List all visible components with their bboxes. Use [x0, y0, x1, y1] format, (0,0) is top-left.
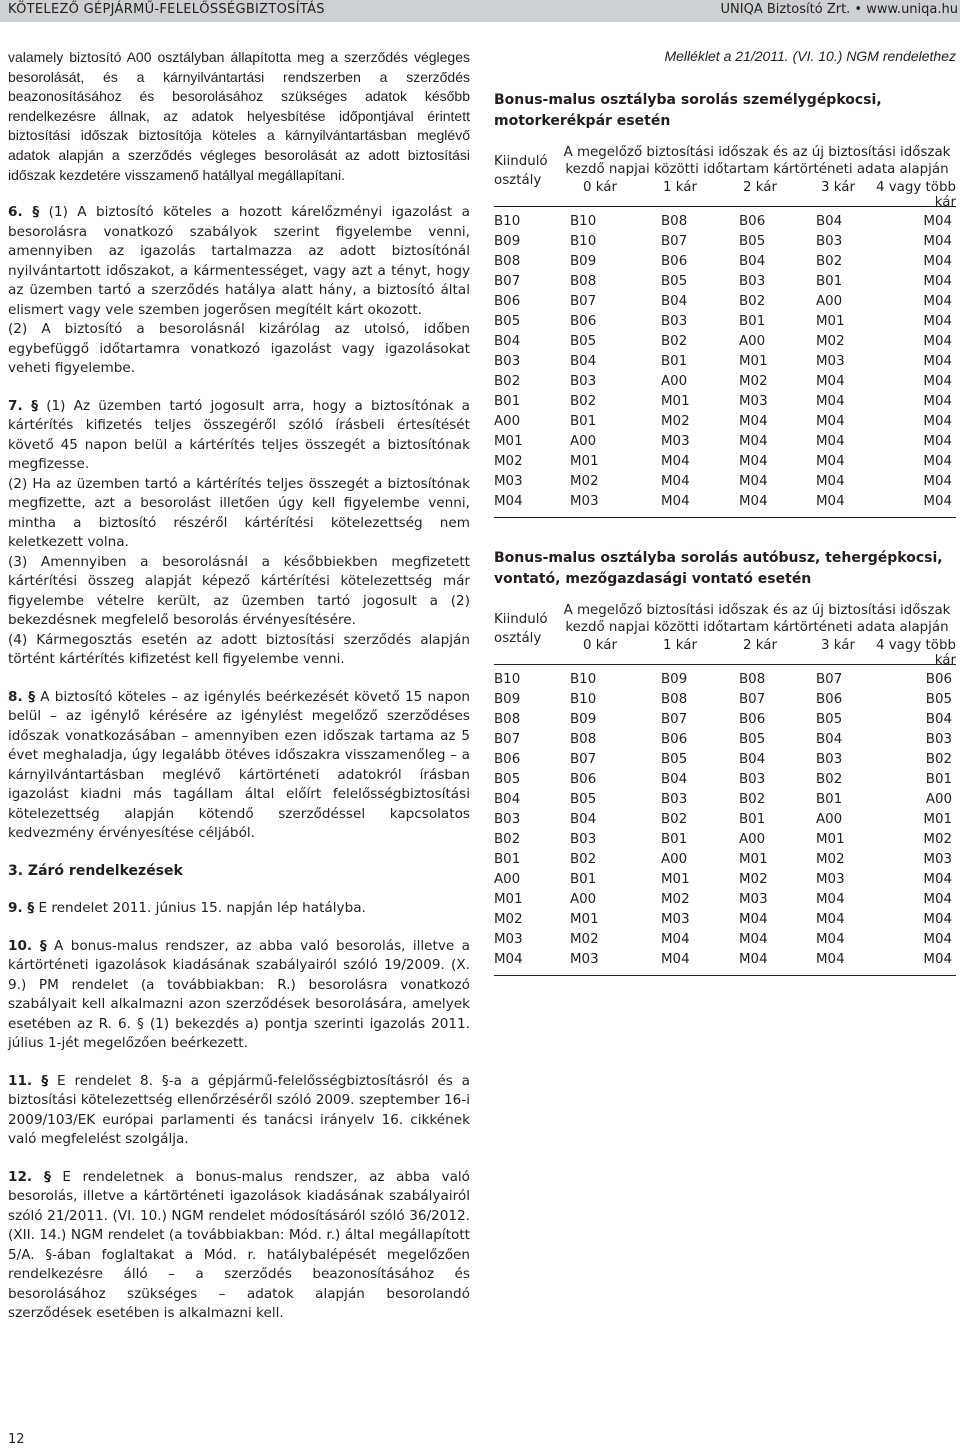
- table-1-subheader: 0 kár: [582, 180, 617, 195]
- result-class-cell: M04: [816, 951, 845, 967]
- result-class-cell: A00: [570, 433, 597, 449]
- section-7-p3: (3) Amennyiben a besorolásnál a későbbiekben megfizetett kártérítési összeg alapját képező kártérítési kötelezettség már figyelembe vételre került, az üzemben tartó jogosult a (2) bekezdésnek megfelelő besorolás érvényesítésére.: [8, 553, 470, 629]
- start-class-cell: B08: [494, 711, 521, 727]
- result-class-cell: M04: [816, 413, 845, 429]
- table-row: [494, 869, 956, 889]
- result-class-cell: B06: [661, 253, 688, 269]
- result-class-cell: B10: [570, 233, 597, 249]
- table-2-first-col-header: [494, 610, 548, 648]
- section-7-p1-text: (1) Az üzemben tartó jogosult arra, hogy a biztosítónak a kártérítés kifizetés teljes összegéről szóló írásbeli értesítését követő 45 napon belül a kártérítés teljes összegét a biztosítónak megfizesse.: [8, 397, 471, 473]
- table-row: [494, 709, 956, 729]
- table-2-caption-line2: kezdő napjai közötti időtartam kártörténeti adata alapján: [565, 620, 949, 635]
- result-class-cell: B06: [661, 731, 688, 747]
- table-1-first-col-line1: Kiinduló: [494, 154, 548, 169]
- result-class-cell: B05: [570, 333, 597, 349]
- result-class-cell: M03: [739, 891, 768, 907]
- result-class-cell: M04: [923, 213, 952, 229]
- table-2-subheader: 1 kár: [662, 638, 697, 653]
- result-class-cell: B06: [570, 313, 597, 329]
- result-class-cell: B04: [816, 731, 843, 747]
- result-class-cell: B05: [925, 691, 952, 707]
- result-class-cell: M04: [739, 911, 768, 927]
- table-row: [494, 391, 956, 411]
- result-class-cell: B08: [739, 671, 766, 687]
- table-row: [494, 889, 956, 909]
- result-class-cell: M01: [739, 353, 768, 369]
- table-1-caption: [558, 144, 956, 178]
- result-class-cell: M03: [923, 851, 952, 867]
- result-class-cell: M04: [923, 433, 952, 449]
- result-class-cell: B02: [816, 253, 843, 269]
- table-1-subheader: 3 kár: [820, 180, 855, 195]
- result-class-cell: M02: [661, 891, 690, 907]
- page-header: [0, 0, 960, 22]
- section-10: [8, 937, 470, 1054]
- result-class-cell: M04: [923, 393, 952, 409]
- table-2-subheader: 0 kár: [582, 638, 617, 653]
- table-row: [494, 729, 956, 749]
- table-row: [494, 749, 956, 769]
- result-class-cell: A00: [661, 851, 688, 867]
- table-row: [494, 351, 956, 371]
- result-class-cell: B03: [570, 831, 597, 847]
- result-class-cell: B04: [925, 711, 952, 727]
- table-2-subheader: 2 kár: [742, 638, 777, 653]
- result-class-cell: B04: [816, 213, 843, 229]
- table-2-title-line1: Bonus-malus osztályba sorolás autóbusz, tehergépkocsi,: [494, 550, 943, 566]
- start-class-cell: B06: [494, 751, 521, 767]
- start-class-cell: B05: [494, 771, 521, 787]
- table-2-header: [494, 602, 956, 668]
- table-2-caption-line1: A megelőző biztosítási időszak és az új biztosítási időszak: [563, 603, 951, 618]
- start-class-cell: B07: [494, 273, 521, 289]
- result-class-cell: M04: [661, 931, 690, 947]
- result-class-cell: M02: [816, 851, 845, 867]
- section-6-p1-text: (1) A biztosító köteles a hozott kárelőzményi igazolást a besorolásra vonatkozó szabályok szerint figyelembe venni, amennyiben az igazolás tartalmazza az adott biztosítónál nyilvántartott időszakot, a kármentességet, vagy azt a tényt, hogy az üzemben tartó a szerződés hatálya alatt hány, a biztosító által elismert vagy vele szemben jogerősen megítélt kárt okozott.: [8, 204, 470, 318]
- result-class-cell: B05: [661, 751, 688, 767]
- result-class-cell: M04: [739, 951, 768, 967]
- result-class-cell: M04: [661, 493, 690, 509]
- annex-title: Melléklet a 21/2011. (VI. 10.) NGM rendelethez: [664, 48, 956, 64]
- table-2-first-col-line1: Kiinduló: [494, 612, 548, 627]
- result-class-cell: M04: [923, 293, 952, 309]
- result-class-cell: B10: [570, 691, 597, 707]
- result-class-cell: B01: [661, 353, 688, 369]
- result-class-cell: M04: [923, 453, 952, 469]
- start-class-cell: M03: [494, 931, 523, 947]
- result-class-cell: B02: [739, 791, 766, 807]
- start-class-cell: M04: [494, 493, 523, 509]
- table-2-subheader: 4 vagy több kár: [875, 638, 956, 668]
- result-class-cell: M04: [739, 473, 768, 489]
- result-class-cell: M03: [816, 353, 845, 369]
- table-row: [494, 471, 956, 491]
- result-class-cell: A00: [816, 293, 843, 309]
- section-8-text: A biztosító köteles – az igénylés beérkezését követő 15 napon belül – az igénylő kérésére az igénylést megelőző szerződéses időszak vonatkozásában – amennyiben ezen időszak tartama az 5 évet meghaladja, úgy legalább ötéves időszakra visszamenőleg – a kárnyilvántartásban meglévő kártörténeti adatokról írásban igazolást kiadni más tagállam által előírt felelősségbiztosítási kötelezettség alapján kötendő szerződéssel kapcsolatos kedvezmény érvényesítése céljából.: [8, 688, 471, 842]
- section-6-number: 6. §: [8, 204, 40, 221]
- start-class-cell: M01: [494, 891, 523, 907]
- start-class-cell: B10: [494, 671, 521, 687]
- result-class-cell: B08: [661, 213, 688, 229]
- result-class-cell: B10: [570, 213, 597, 229]
- header-title: KÖTELEZŐ GÉPJÁRMŰ-FELELŐSSÉGBIZTOSÍTÁS: [8, 2, 325, 17]
- section-11: [8, 1072, 470, 1150]
- intro-paragraph: valamely biztosító A00 osztályban állapította meg a szerződés végleges besorolását, és a kárnyilvántartási rendszerben a szerződés beazonosításához és besorolásához szükséges adatok később rendelkezésre állnak, az adatok helyesbítése időpontjával érintett biztosítási időszak biztosítója köteles a kárnyilvántartásban meglévő adatok alapján a szerződés végleges besorolását az adott biztosítási időszak kezdetére visszamenő hatállyal megállapítani.: [8, 49, 470, 183]
- result-class-cell: B05: [816, 711, 843, 727]
- result-class-cell: M04: [816, 433, 845, 449]
- table-1-title-line2: motorkerékpár esetén: [494, 113, 671, 129]
- result-class-cell: B03: [661, 313, 688, 329]
- result-class-cell: B01: [816, 791, 843, 807]
- table-row: [494, 251, 956, 271]
- result-class-cell: B07: [570, 751, 597, 767]
- start-class-cell: B09: [494, 691, 521, 707]
- result-class-cell: B06: [925, 671, 952, 687]
- result-class-cell: M04: [739, 931, 768, 947]
- result-class-cell: A00: [570, 891, 597, 907]
- right-column: [494, 48, 956, 976]
- table-1-caption-line1: A megelőző biztosítási időszak és az új biztosítási időszak: [563, 145, 951, 160]
- result-class-cell: M02: [570, 473, 599, 489]
- result-class-cell: M01: [923, 811, 952, 827]
- result-class-cell: B05: [570, 791, 597, 807]
- section-11-text: E rendelet 8. §-a a gépjármű-felelősségbiztosításról és a biztosítási kötelezettség ellenőrzéséről szóló 2009. szeptember 16-i 2009/103/EK európai parlamenti és tanácsi irányelv 16. cikkének való megfelelést szolgálja.: [8, 1072, 470, 1148]
- result-class-cell: M01: [661, 393, 690, 409]
- result-class-cell: B02: [570, 851, 597, 867]
- table-row: [494, 929, 956, 949]
- table-1-first-col-header: [494, 152, 548, 190]
- section-8-number: 8. §: [8, 688, 36, 705]
- result-class-cell: B03: [661, 791, 688, 807]
- result-class-cell: A00: [739, 333, 766, 349]
- result-class-cell: M01: [570, 911, 599, 927]
- result-class-cell: B01: [739, 313, 766, 329]
- result-class-cell: M04: [816, 911, 845, 927]
- result-class-cell: B10: [570, 671, 597, 687]
- result-class-cell: B07: [661, 711, 688, 727]
- result-class-cell: M04: [923, 911, 952, 927]
- section-6-p1: [8, 203, 470, 320]
- result-class-cell: B09: [570, 711, 597, 727]
- result-class-cell: M02: [816, 333, 845, 349]
- table-row: [494, 809, 956, 829]
- result-class-cell: M02: [570, 931, 599, 947]
- table-row: [494, 849, 956, 869]
- table-2-subheader: 3 kár: [820, 638, 855, 653]
- result-class-cell: B08: [661, 691, 688, 707]
- result-class-cell: B04: [570, 353, 597, 369]
- result-class-cell: M04: [816, 891, 845, 907]
- result-class-cell: B07: [739, 691, 766, 707]
- result-class-cell: M04: [816, 473, 845, 489]
- result-class-cell: B06: [739, 213, 766, 229]
- result-class-cell: M04: [661, 453, 690, 469]
- start-class-cell: B01: [494, 393, 521, 409]
- result-class-cell: M04: [923, 373, 952, 389]
- result-class-cell: M04: [739, 433, 768, 449]
- page-number: 12: [8, 1432, 25, 1447]
- result-class-cell: M04: [739, 493, 768, 509]
- result-class-cell: B04: [661, 293, 688, 309]
- result-class-cell: B01: [570, 871, 597, 887]
- result-class-cell: B04: [570, 811, 597, 827]
- result-class-cell: B03: [816, 751, 843, 767]
- result-class-cell: A00: [816, 811, 843, 827]
- result-class-cell: B07: [816, 671, 843, 687]
- result-class-cell: B05: [739, 233, 766, 249]
- result-class-cell: M04: [816, 493, 845, 509]
- result-class-cell: B08: [570, 273, 597, 289]
- start-class-cell: M02: [494, 911, 523, 927]
- start-class-cell: B07: [494, 731, 521, 747]
- table-1-title-line1: Bonus-malus osztályba sorolás személygépkocsi,: [494, 92, 882, 108]
- section-7-p1: [8, 397, 470, 475]
- header-publisher: UNIQA Biztosító Zrt. • www.uniqa.hu: [720, 2, 958, 17]
- start-class-cell: B05: [494, 313, 521, 329]
- result-class-cell: M04: [923, 353, 952, 369]
- result-class-cell: M04: [923, 253, 952, 269]
- result-class-cell: B04: [661, 771, 688, 787]
- result-class-cell: M02: [661, 413, 690, 429]
- result-class-cell: M03: [739, 393, 768, 409]
- start-class-cell: A00: [494, 871, 521, 887]
- result-class-cell: M04: [816, 931, 845, 947]
- result-class-cell: B06: [816, 691, 843, 707]
- result-class-cell: M04: [923, 931, 952, 947]
- result-class-cell: M04: [661, 951, 690, 967]
- result-class-cell: M01: [570, 453, 599, 469]
- closing-provisions-heading: 3. Záró rendelkezések: [8, 862, 183, 879]
- result-class-cell: M04: [923, 273, 952, 289]
- start-class-cell: B08: [494, 253, 521, 269]
- section-8: [8, 688, 470, 844]
- start-class-cell: B02: [494, 831, 521, 847]
- result-class-cell: B02: [661, 811, 688, 827]
- result-class-cell: M04: [816, 453, 845, 469]
- table-row: [494, 909, 956, 929]
- result-class-cell: B09: [661, 671, 688, 687]
- result-class-cell: M03: [661, 433, 690, 449]
- table-1-body: [494, 211, 956, 511]
- section-7-number: 7. §: [8, 397, 39, 414]
- result-class-cell: B03: [570, 373, 597, 389]
- start-class-cell: B06: [494, 293, 521, 309]
- result-class-cell: B06: [570, 771, 597, 787]
- table-row: [494, 311, 956, 331]
- result-class-cell: M01: [661, 871, 690, 887]
- table-row: [494, 231, 956, 251]
- section-9-number: 9. §: [8, 900, 35, 917]
- result-class-cell: M03: [570, 951, 599, 967]
- result-class-cell: M04: [923, 871, 952, 887]
- start-class-cell: A00: [494, 413, 521, 429]
- start-class-cell: B01: [494, 851, 521, 867]
- result-class-cell: B02: [570, 393, 597, 409]
- result-class-cell: M03: [816, 871, 845, 887]
- table-1-caption-line2: kezdő napjai közötti időtartam kártörténeti adata alapján: [565, 162, 949, 177]
- result-class-cell: B01: [925, 771, 952, 787]
- result-class-cell: M04: [923, 413, 952, 429]
- start-class-cell: M02: [494, 453, 523, 469]
- result-class-cell: M01: [739, 851, 768, 867]
- result-class-cell: B07: [661, 233, 688, 249]
- result-class-cell: M04: [739, 413, 768, 429]
- result-class-cell: M04: [739, 453, 768, 469]
- table-row: [494, 271, 956, 291]
- table-row: [494, 331, 956, 351]
- table-1-header: [494, 144, 956, 210]
- result-class-cell: M04: [923, 473, 952, 489]
- table-row: [494, 689, 956, 709]
- table-row: [494, 829, 956, 849]
- result-class-cell: B03: [816, 233, 843, 249]
- result-class-cell: M03: [661, 911, 690, 927]
- result-class-cell: M02: [739, 871, 768, 887]
- result-class-cell: M04: [923, 333, 952, 349]
- table-1: [494, 211, 956, 511]
- result-class-cell: A00: [739, 831, 766, 847]
- result-class-cell: B02: [739, 293, 766, 309]
- start-class-cell: B09: [494, 233, 521, 249]
- result-class-cell: B03: [739, 771, 766, 787]
- start-class-cell: B04: [494, 791, 521, 807]
- result-class-cell: M04: [923, 233, 952, 249]
- table-row: [494, 371, 956, 391]
- table-2-caption: [558, 602, 956, 636]
- table-1-subheader: 2 kár: [742, 180, 777, 195]
- table-row: [494, 291, 956, 311]
- result-class-cell: B05: [739, 731, 766, 747]
- result-class-cell: B06: [739, 711, 766, 727]
- table-1-subheader: 4 vagy több kár: [875, 180, 956, 210]
- table-1-first-col-line2: osztály: [494, 173, 542, 188]
- table-1-bottom-rule: [494, 517, 956, 518]
- result-class-cell: M04: [923, 951, 952, 967]
- table-1-title: [494, 90, 956, 132]
- result-class-cell: B04: [739, 751, 766, 767]
- result-class-cell: B03: [739, 273, 766, 289]
- result-class-cell: M04: [816, 393, 845, 409]
- section-9: [8, 899, 470, 919]
- table-1-subheader: 1 kár: [662, 180, 697, 195]
- start-class-cell: B03: [494, 353, 521, 369]
- start-class-cell: B03: [494, 811, 521, 827]
- result-class-cell: M01: [816, 831, 845, 847]
- result-class-cell: B01: [739, 811, 766, 827]
- table-2-bottom-rule: [494, 975, 956, 976]
- result-class-cell: M04: [661, 473, 690, 489]
- section-7-p2: (2) Ha az üzemben tartó a kártérítés teljes összegét a biztosítónak megfizette, azt a besorolást illetően úgy kell figyelembe venni, mintha a biztosító részéről kártérítési kötelezettség nem keletkezett volna.: [8, 475, 470, 551]
- start-class-cell: M03: [494, 473, 523, 489]
- result-class-cell: B04: [739, 253, 766, 269]
- result-class-cell: B09: [570, 253, 597, 269]
- result-class-cell: M04: [923, 313, 952, 329]
- result-class-cell: B05: [661, 273, 688, 289]
- result-class-cell: B01: [816, 273, 843, 289]
- section-11-number: 11. §: [8, 1072, 49, 1089]
- table-2-title: [494, 548, 956, 590]
- result-class-cell: M03: [570, 493, 599, 509]
- result-class-cell: M02: [923, 831, 952, 847]
- table-row: [494, 949, 956, 969]
- start-class-cell: B02: [494, 373, 521, 389]
- section-6-p2: (2) A biztosító a besorolásnál kizárólag az utolsó, időben egybefüggő időtartamra vonatkozó igazolást vagy igazolásokat veheti figyelembe.: [8, 321, 470, 377]
- start-class-cell: B10: [494, 213, 521, 229]
- table-row: [494, 491, 956, 511]
- result-class-cell: M04: [923, 493, 952, 509]
- table-row: [494, 451, 956, 471]
- result-class-cell: A00: [661, 373, 688, 389]
- left-column: [8, 48, 470, 1324]
- section-7-p4: (4) Kármegosztás esetén az adott biztosítási szerződés alapján történt kártérítés kifizetést kell figyelembe venni.: [8, 631, 470, 668]
- result-class-cell: B02: [816, 771, 843, 787]
- table-2-body: [494, 669, 956, 969]
- table-row: [494, 669, 956, 689]
- section-9-text: E rendelet 2011. június 15. napján lép hatályba.: [38, 900, 366, 917]
- result-class-cell: B01: [570, 413, 597, 429]
- start-class-cell: M04: [494, 951, 523, 967]
- table-row: [494, 789, 956, 809]
- table-row: [494, 769, 956, 789]
- table-row: [494, 431, 956, 451]
- section-12: [8, 1168, 470, 1324]
- result-class-cell: B03: [925, 731, 952, 747]
- result-class-cell: B08: [570, 731, 597, 747]
- result-class-cell: B02: [925, 751, 952, 767]
- table-2-first-col-line2: osztály: [494, 631, 542, 646]
- result-class-cell: B07: [570, 293, 597, 309]
- section-12-number: 12. §: [8, 1168, 51, 1185]
- table-2: [494, 669, 956, 969]
- section-10-text: A bonus-malus rendszer, az abba való besorolás, illetve a kártörténeti igazolások kiadásának szabályairól szóló 19/2009. (X. 9.) PM rendelet (a továbbiakban: R.) besorolásra vonatkozó szabályait kell alkalmazni azon szerződések besorolására, amelyek esetében az R. 6. § (1) bekezdés a) pontja szerinti igazolás 2011. július 1-jét megelőzően beérkezett.: [8, 937, 470, 1052]
- table-2-title-line2: vontató, mezőgazdasági vontató esetén: [494, 571, 812, 587]
- result-class-cell: B02: [661, 333, 688, 349]
- start-class-cell: M01: [494, 433, 523, 449]
- result-class-cell: M04: [816, 373, 845, 389]
- result-class-cell: M01: [816, 313, 845, 329]
- result-class-cell: M04: [923, 891, 952, 907]
- start-class-cell: B04: [494, 333, 521, 349]
- section-10-number: 10. §: [8, 937, 47, 954]
- result-class-cell: M02: [739, 373, 768, 389]
- table-row: [494, 411, 956, 431]
- section-12-text: E rendeletnek a bonus-malus rendszer, az abba való besorolás, illetve a kártörténeti igazolások kiadásának szabályairól szóló 21/2011. (VI. 10.) NGM rendelet módosításáról szóló 36/2012. (XII. 14.) NGM rendelet (a továbbiakban: Mód. r.) által megállapított 5/A. §-ában foglaltakat a Mód. r. hatálybalépését megelőzően rendelkezésre álló – a szerződés beazonosításához és besorolásához szükséges – adatok alapján besorolandó szerződések esetében is alkalmazni kell.: [8, 1168, 470, 1322]
- result-class-cell: A00: [925, 791, 952, 807]
- table-row: [494, 211, 956, 231]
- result-class-cell: B01: [661, 831, 688, 847]
